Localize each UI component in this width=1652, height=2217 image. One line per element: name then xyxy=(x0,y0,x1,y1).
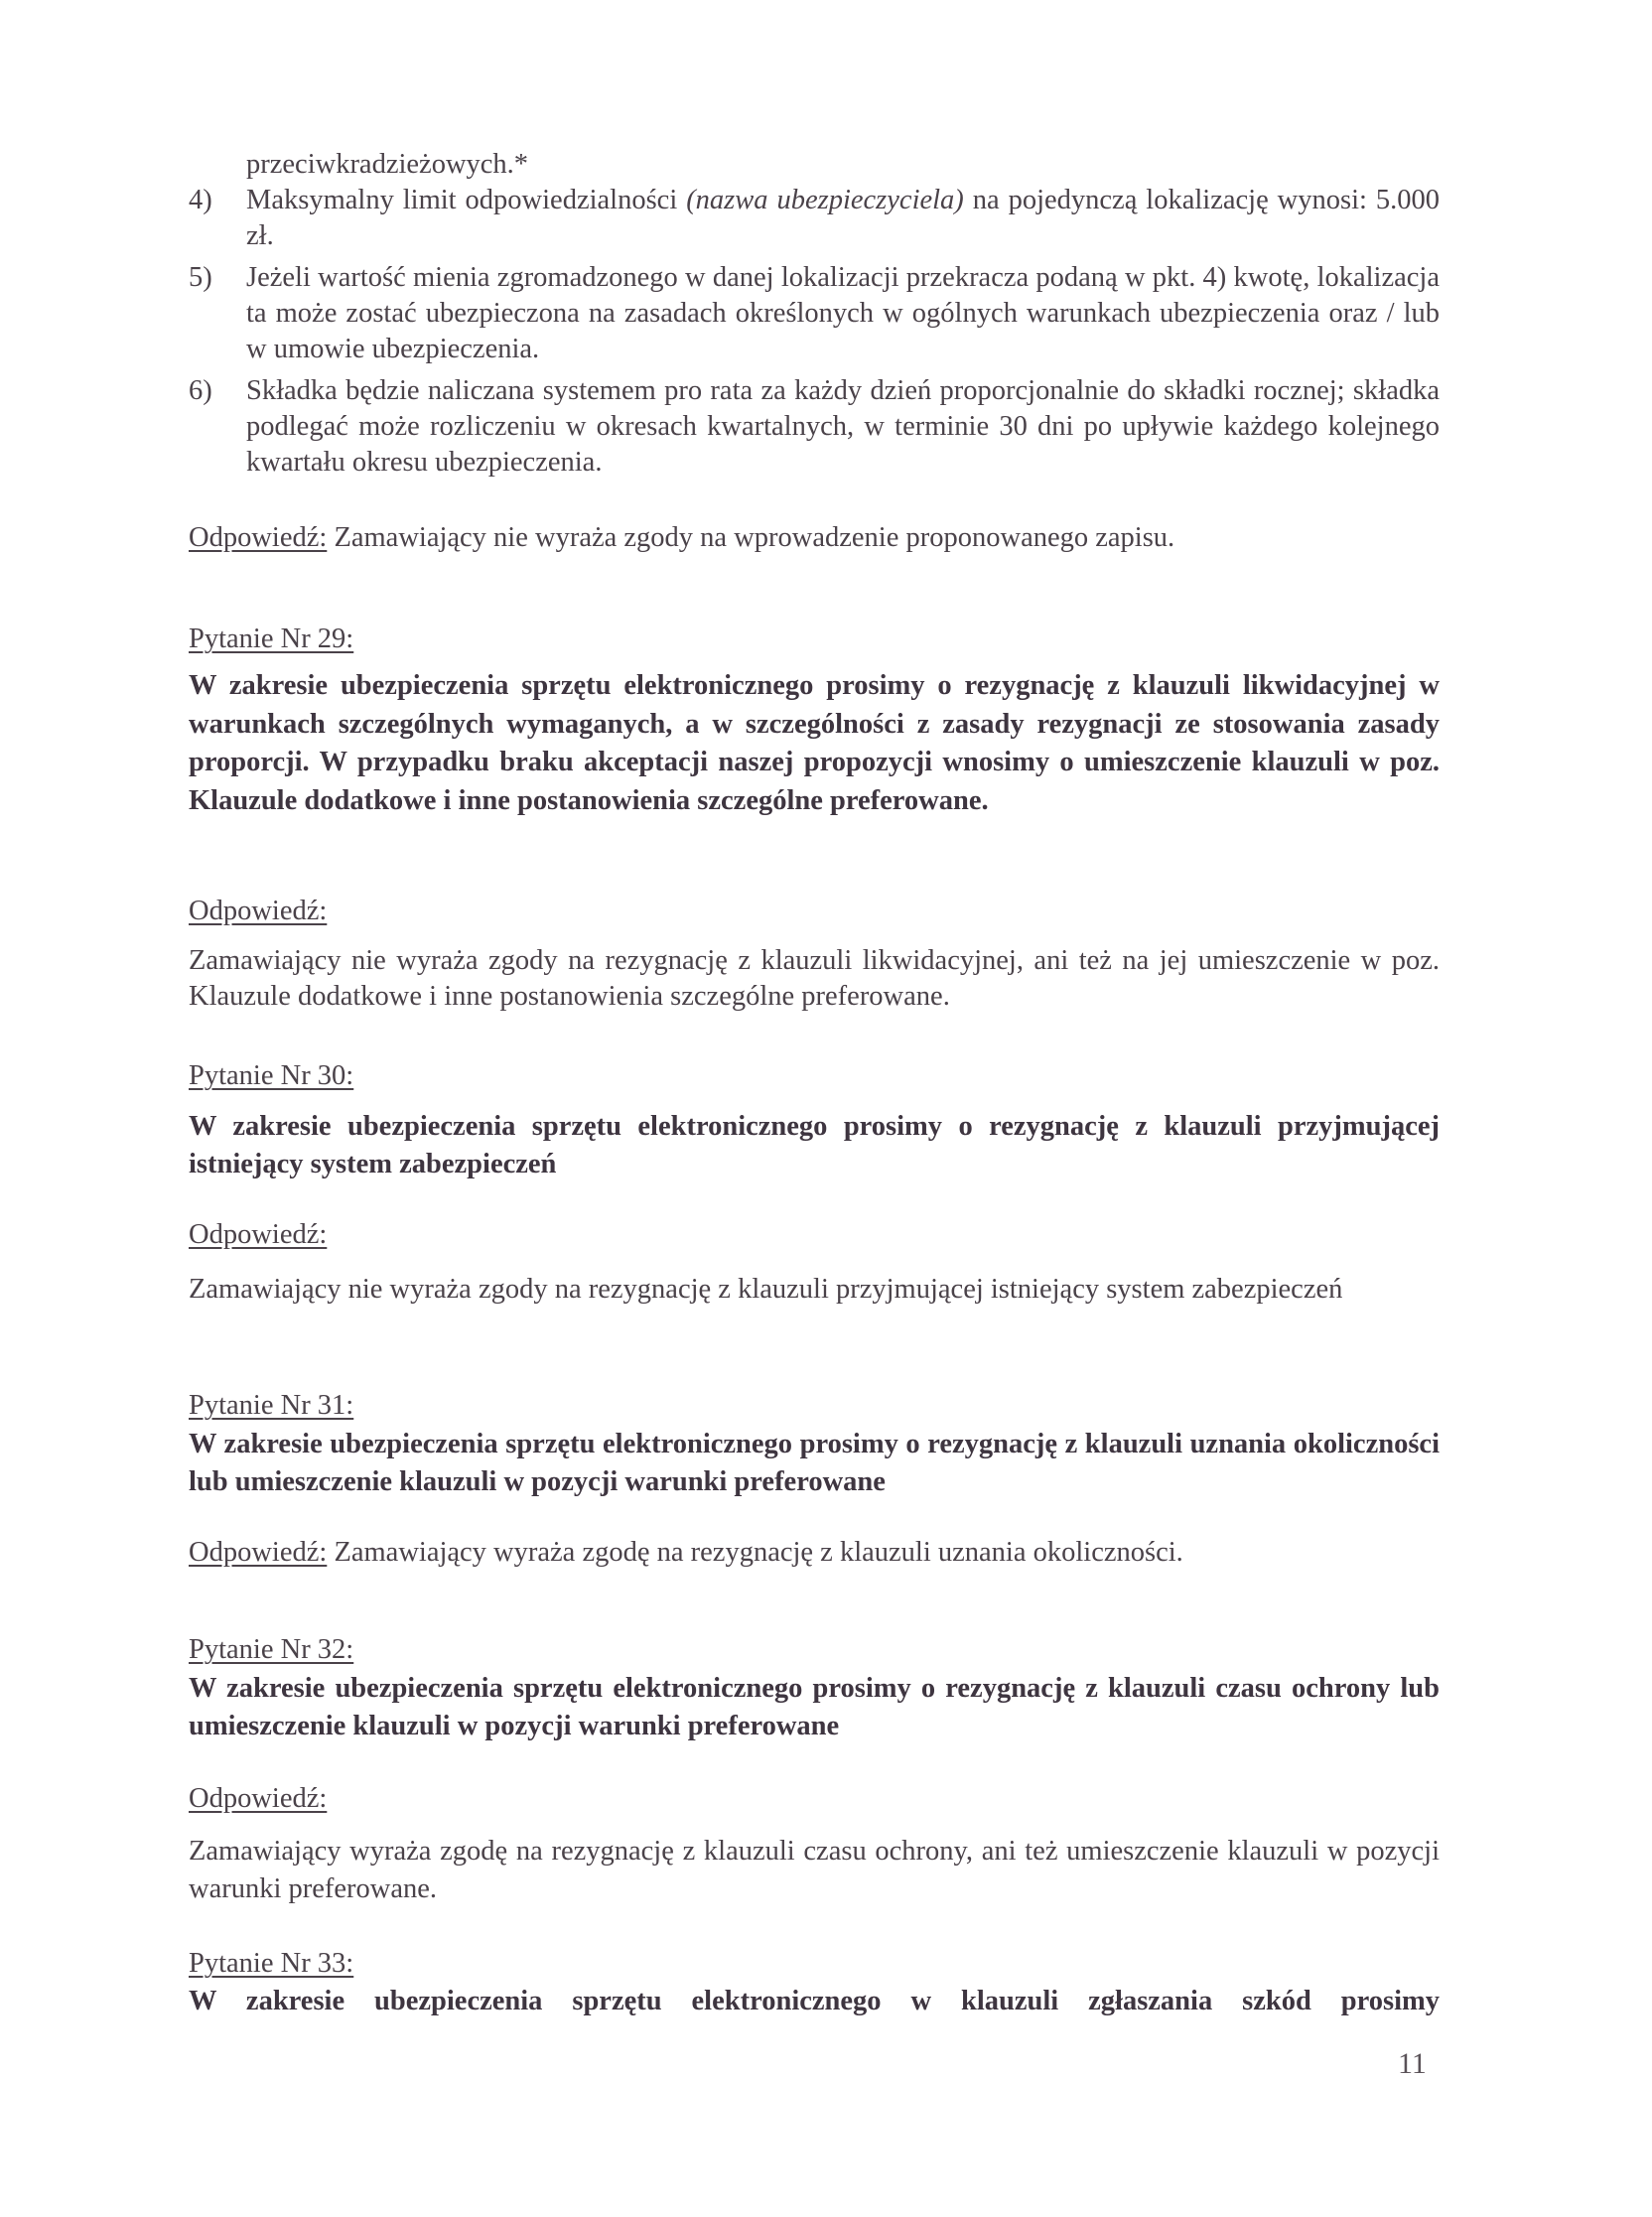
question-text: W zakresie ubezpieczenia sprzętu elektronicznego prosimy o rezygnację z klauzuli czasu ochrony lub umieszczenie klauzuli w pozycji warunki preferowane xyxy=(189,1673,1440,1741)
list-number: 6) xyxy=(189,375,212,406)
question-32-text xyxy=(189,1670,1440,1745)
list-item-6 xyxy=(189,373,1440,481)
question-30-text xyxy=(189,1108,1440,1183)
question-heading: Pytanie Nr 33: xyxy=(189,1948,354,1979)
question-text: W zakresie ubezpieczenia sprzętu elektronicznego prosimy o rezygnację z klauzuli likwidacyjnej w warunkach szczególnych wymaganych, a w szczególności z zasady rezygnacji ze stosowania zasady proporcji. W przypadku braku akceptacji naszej propozycji wnosimy o umieszczenie klauzuli w poz. Klauzule dodatkowe i inne postanowienia szczególne preferowane. xyxy=(189,670,1440,816)
list-text: Jeżeli wartość mienia zgromadzonego w danej lokalizacji przekracza podaną w pkt. 4) kwotę, lokalizacja ta może zostać ubezpieczona na zasadach określonych w ogólnych warunkach ubezpieczenia oraz / lub w umowie ubezpieczenia. xyxy=(246,262,1440,364)
answer-text: Zamawiający wyraża zgodę na rezygnację z klauzuli uznania okoliczności. xyxy=(327,1537,1183,1568)
answer-text: Zamawiający nie wyraża zgody na rezygnację z klauzuli likwidacyjnej, ani też na jej umieszczenie w poz. Klauzule dodatkowe i inne postanowienia szczególne preferowane. xyxy=(189,945,1440,1012)
question-31-answer xyxy=(189,1535,1440,1571)
list-text: Maksymalny limit odpowiedzialności xyxy=(246,185,687,215)
question-30-heading xyxy=(189,1058,1440,1094)
answer-text: Zamawiający nie wyraża zgody na wprowadzenie proponowanego zapisu. xyxy=(327,522,1175,553)
question-text: W zakresie ubezpieczenia sprzętu elektronicznego prosimy o rezygnację z klauzuli przyjmującej istniejący system zabezpieczeń xyxy=(189,1111,1440,1179)
question-32-answer xyxy=(189,1833,1440,1908)
question-text: W zakresie ubezpieczenia sprzętu elektronicznego prosimy o rezygnację z klauzuli uznania okoliczności lub umieszczenie klauzuli w pozycji warunki preferowane xyxy=(189,1429,1440,1497)
list-text: Składka będzie naliczana systemem pro rata za każdy dzień proporcjonalnie do składki rocznej; składka podlegać może rozliczeniu w okresach kwartalnych, w terminie 30 dni po upływie każdego kolejnego kwartału okresu ubezpieczenia. xyxy=(246,375,1440,478)
insurer-name-placeholder: (nazwa ubezpieczyciela) xyxy=(686,185,964,215)
question-heading: Pytanie Nr 32: xyxy=(189,1634,354,1665)
question-29-heading xyxy=(189,622,1440,657)
question-32-answer-label xyxy=(189,1781,1440,1817)
list-item-5 xyxy=(189,260,1440,367)
list-number: 5) xyxy=(189,262,212,293)
question-32-heading xyxy=(189,1632,1440,1668)
question-heading: Pytanie Nr 31: xyxy=(189,1390,354,1421)
question-30-answer xyxy=(189,1271,1440,1309)
answer-label: Odpowiedź: xyxy=(189,896,328,926)
question-33-heading xyxy=(189,1946,1440,1982)
answer-text: Zamawiający nie wyraża zgody na rezygnację z klauzuli przyjmującej istniejący system zabezpieczeń xyxy=(189,1274,1343,1305)
list-number: 4) xyxy=(189,185,212,215)
question-text: W zakresie ubezpieczenia sprzętu elektronicznego w klauzuli zgłaszania szkód prosimy xyxy=(189,1986,1440,2016)
answer-label: Odpowiedź: xyxy=(189,522,328,553)
question-33-text xyxy=(189,1984,1440,2019)
question-29-answer-label xyxy=(189,894,1440,929)
question-29-answer xyxy=(189,943,1440,1015)
question-heading: Pytanie Nr 29: xyxy=(189,624,354,654)
question-30-answer-label xyxy=(189,1217,1440,1253)
answer-label: Odpowiedź: xyxy=(189,1219,328,1250)
answer-text: Zamawiający wyraża zgodę na rezygnację z klauzuli czasu ochrony, ani też umieszczenie klauzuli w pozycji warunki preferowane. xyxy=(189,1836,1440,1904)
continuation-text xyxy=(246,147,1438,183)
question-29-text xyxy=(189,667,1440,820)
answer-28 xyxy=(189,520,1440,556)
answer-label: Odpowiedź: xyxy=(189,1783,328,1814)
question-31-text xyxy=(189,1426,1440,1501)
question-heading: Pytanie Nr 30: xyxy=(189,1060,354,1091)
answer-label: Odpowiedź: xyxy=(189,1537,328,1568)
page-number: 11 xyxy=(1398,2047,1427,2080)
list-text: na pojedynczą lokalizację wynosi: 5.000 zł. xyxy=(246,185,1440,251)
list-item-4 xyxy=(189,183,1440,254)
question-31-heading xyxy=(189,1388,1440,1424)
conditions-list xyxy=(189,183,1440,481)
continuation-line: przeciwkradzieżowych.* xyxy=(246,149,529,180)
